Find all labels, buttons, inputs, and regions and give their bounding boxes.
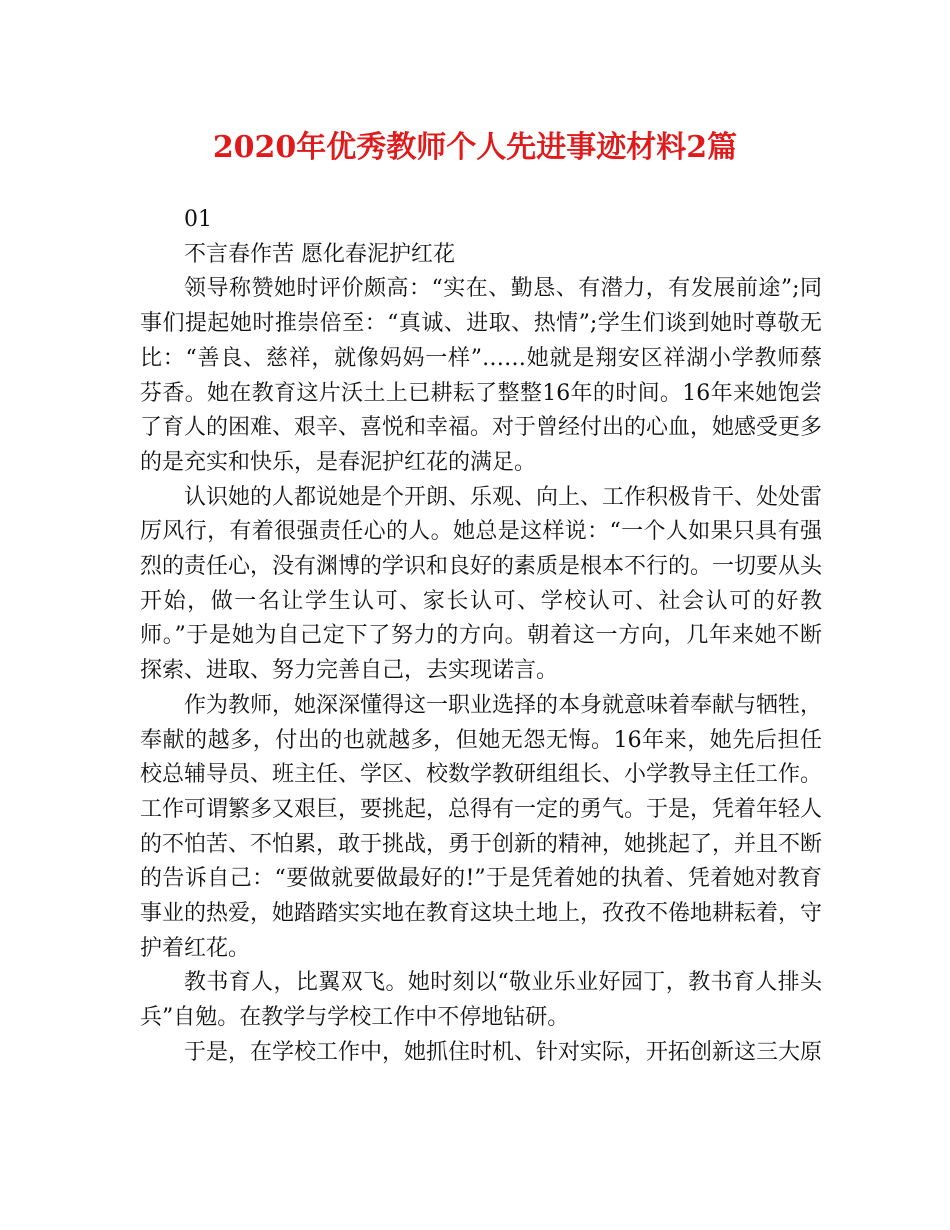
paragraph: 教书育人，比翼双飞。她时刻以“敬业乐业好园丁，教书育人排头兵”自勉。在教学与学校工作中不停地钻研。 (140, 970, 822, 1031)
paragraph: 于是，在学校工作中，她抓住时机、针对实际，开拓创新这三大原 (184, 1039, 823, 1065)
section-heading: 不言春作苦 愿化春泥护红花 (184, 241, 455, 267)
document-body (140, 203, 822, 1071)
paragraph: 认识她的人都说她是个开朗、乐观、向上、工作积极肯干、处处雷厉风行，有着很强责任心的人。她总是这样说：“一个人如果只具有强烈的责任心，没有渊博的学识和良好的素质是根本不行的。一切要从头开始，做一名让学生认可、家长认可、学校认可、社会认可的好教师。”于是她为自己定下了努力的方向。朝着这一方向，几年来她不断探索、进取、努力完善自己，去实现诺言。 (140, 484, 823, 684)
paragraph: 作为教师，她深深懂得这一职业选择的本身就意味着奉献与牺牲，奉献的越多，付出的也就越多，但她无怨无悔。16年来，她先后担任校总辅导员、班主任、学区、校数学教研组组长、小学教导主任工作。工作可谓繁多又艰巨，要挑起，总得有一定的勇气。于是，凭着年轻人的不怕苦、不怕累，敢于挑战，勇于创新的精神，她挑起了，并且不断的告诉自己：“要做就要做最好的!”于是凭着她的执着、凭着她对教育事业的热爱，她踏踏实实地在教育这块土地上，孜孜不倦地耕耘着，守护着红花。 (140, 692, 823, 961)
document-title: 2020年优秀教师个人先进事迹材料2篇 (212, 130, 738, 165)
paragraph: 领导称赞她时评价颇高：“实在、勤恳、有潜力，有发展前途”;同事们提起她时推崇倍至：“真诚、进取、热情”;学生们谈到她时尊敬无比：“善良、慈祥，就像妈妈一样”……她就是翔安区祥湖小学教师蔡芬香。她在教育这片沃土上已耕耘了整整16年的时间。16年来她饱尝了育人的困难、艰辛、喜悦和幸福。对于曾经付出的心血，她感受更多的是充实和快乐，是春泥护红花的满足。 (140, 276, 823, 475)
section-number: 01 (184, 207, 212, 232)
